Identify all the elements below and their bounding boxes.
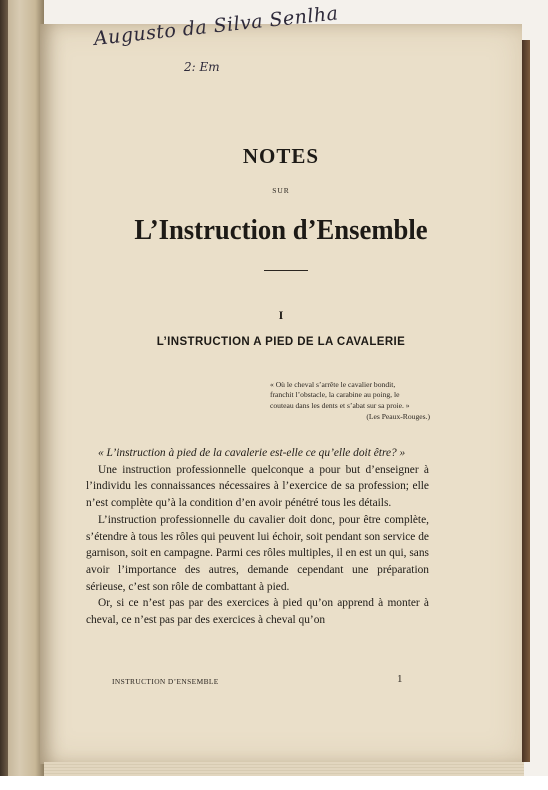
page-number: 1 [397, 673, 403, 685]
title-sur: SUR [272, 186, 290, 195]
epigraph-line: « Où le cheval s’arrête le cavalier bondit, [270, 380, 396, 389]
epigraph [270, 380, 430, 423]
handwritten-note: 2: Em [184, 60, 220, 74]
epigraph-line: couteau dans les dents et s’abat sur sa proie. » [270, 400, 410, 410]
photo-background [0, 776, 548, 790]
back-cover-edge [522, 40, 530, 762]
paragraph: Or, si ce n’est pas par des exercices à pied qu’on apprend à monter à cheval, ce n’est pas par des exercices à cheval qu’on [86, 597, 429, 627]
body-text [86, 445, 429, 629]
running-title: INSTRUCTION D’ENSEMBLE [112, 677, 219, 686]
epigraph-line: franchit l’obstacle, la carabine au poing, le [270, 390, 400, 400]
chapter-number: I [278, 308, 284, 322]
paragraph: L’instruction professionnelle du cavalier doit donc, pour être complète, s’étendre à tous les rôles qui peuvent lui échoir, soit pendant son service de garnison, soit en campagne. Parmi ces rôles multiples, il en est un qui, sans avoir l’importance des autres, demande cependant une préparation sérieuse, c’est son rôle de combattant à pied. [86, 513, 429, 593]
book-title: L’Instruction d’Ensemble [134, 214, 428, 246]
handwritten-signature: Augusto da Silva Senlha [92, 2, 340, 50]
epigraph-source: (Les Peaux-Rouges.) [366, 412, 430, 422]
opening-question: « L’instruction à pied de la cavalerie est-elle ce qu’elle doit être? » [98, 447, 406, 459]
title-notes: NOTES [242, 144, 320, 168]
paragraph: Une instruction professionnelle quelconque a pour but d’enseigner à l’individu les connaissances nécessaires à l’exercice de sa profession; elle n’est complète qu’à la condition d’en avoir pénétré tous les détails. [86, 463, 429, 510]
title-divider [264, 270, 308, 271]
chapter-heading: L’INSTRUCTION A PIED DE LA CAVALERIE [156, 336, 406, 348]
cover-edge [0, 0, 8, 790]
